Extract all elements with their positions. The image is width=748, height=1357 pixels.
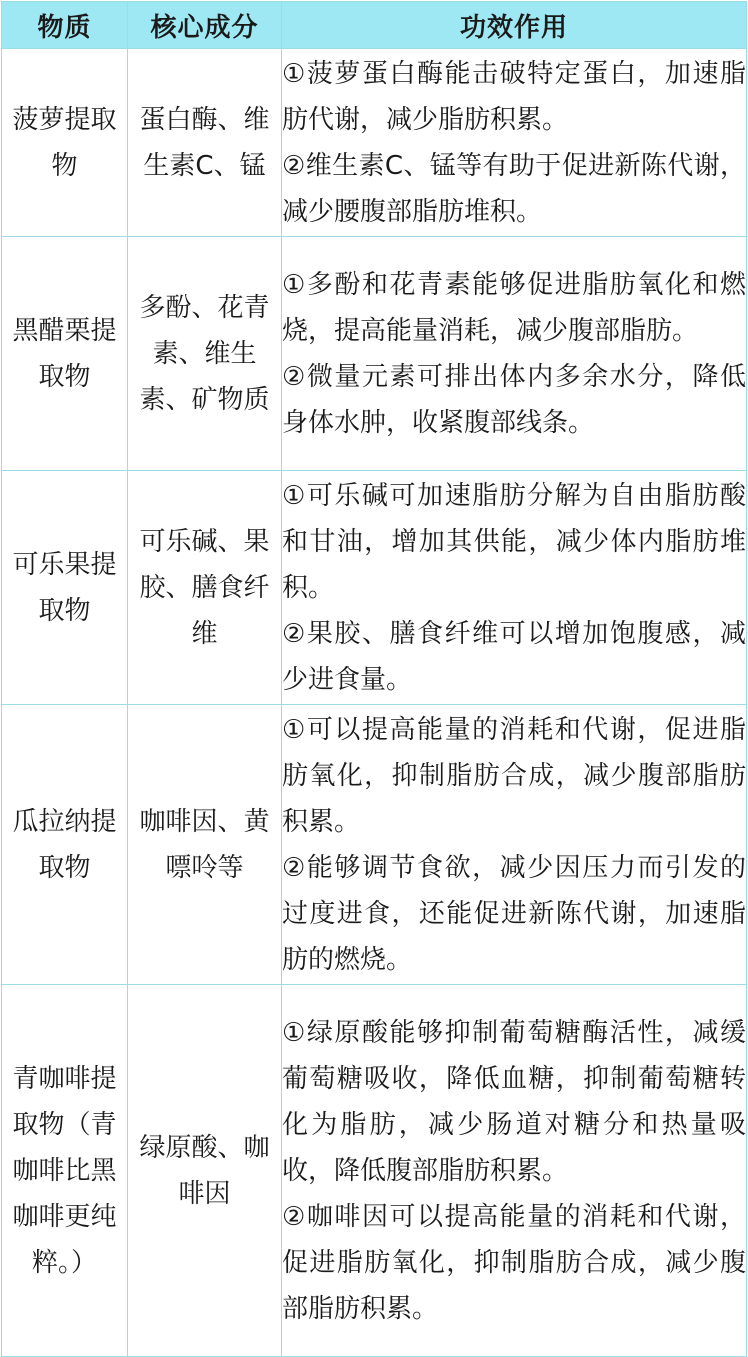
- table-body: [2, 49, 747, 1357]
- ingredient-cell: 蛋白酶、维生素C、锰: [128, 49, 282, 237]
- effect-text: ②果胶、膳食纤维可以增加饱腹感，减少进食量。: [282, 618, 746, 695]
- table-header: [2, 2, 747, 49]
- effect-cell: [282, 985, 747, 1357]
- effect-text: ①可以提高能量的消耗和代谢，促进脂肪氧化，抑制脂肪合成，减少腹部脂肪积累。: [282, 714, 746, 837]
- ingredient-cell: 可乐碱、果胶、膳食纤维: [128, 471, 282, 705]
- table-row: [2, 705, 747, 985]
- effect-text: ①多酚和花青素能够促进脂肪氧化和燃烧，提高能量消耗，减少腹部脂肪。: [282, 269, 746, 346]
- effect-text: ②维生素C、锰等有助于促进新陈代谢，减少腰腹部脂肪堆积。: [282, 150, 746, 227]
- effect-cell: [282, 705, 747, 985]
- header-effect: 功效作用: [282, 2, 747, 49]
- ingredients-table: [1, 1, 747, 1357]
- substance-cell: 菠萝提取物: [2, 49, 128, 237]
- ingredient-cell: 咖啡因、黄嘌呤等: [128, 705, 282, 985]
- effect-text: ①可乐碱可加速脂肪分解为自由脂肪酸和甘油，增加其供能，减少体内脂肪堆积。: [282, 480, 746, 603]
- substance-cell: 可乐果提取物: [2, 471, 128, 705]
- header-substance: 物质: [2, 2, 128, 49]
- effect-cell: [282, 471, 747, 705]
- table-row: [2, 49, 747, 237]
- effect-cell: [282, 237, 747, 471]
- effect-cell: [282, 49, 747, 237]
- effect-text: ①菠萝蛋白酶能击破特定蛋白，加速脂肪代谢，减少脂肪积累。: [282, 58, 746, 135]
- effect-text: ①绿原酸能够抑制葡萄糖酶活性，减缓葡萄糖吸收，降低血糖，抑制葡萄糖转化为脂肪，减少肠道对糖分和热量吸收，降低腹部脂肪积累。: [282, 1017, 746, 1186]
- table-row: [2, 237, 747, 471]
- table-row: [2, 985, 747, 1357]
- header-ingredient: 核心成分: [128, 2, 282, 49]
- ingredient-cell: 绿原酸、咖啡因: [128, 985, 282, 1357]
- substance-cell: 黑醋栗提取物: [2, 237, 128, 471]
- table-row: [2, 471, 747, 705]
- effect-text: ②微量元素可排出体内多余水分，降低身体水肿，收紧腹部线条。: [282, 361, 746, 438]
- effect-text: ②能够调节食欲，减少因压力而引发的过度进食，还能促进新陈代谢，加速脂肪的燃烧。: [282, 852, 746, 975]
- header-row: [2, 2, 747, 49]
- effect-text: ②咖啡因可以提高能量的消耗和代谢，促进脂肪氧化，抑制脂肪合成，减少腹部脂肪积累。: [282, 1201, 746, 1324]
- ingredient-cell: 多酚、花青素、维生素、矿物质: [128, 237, 282, 471]
- substance-cell: 瓜拉纳提取物: [2, 705, 128, 985]
- substance-cell: 青咖啡提取物（青咖啡比黑咖啡更纯粹。）: [2, 985, 128, 1357]
